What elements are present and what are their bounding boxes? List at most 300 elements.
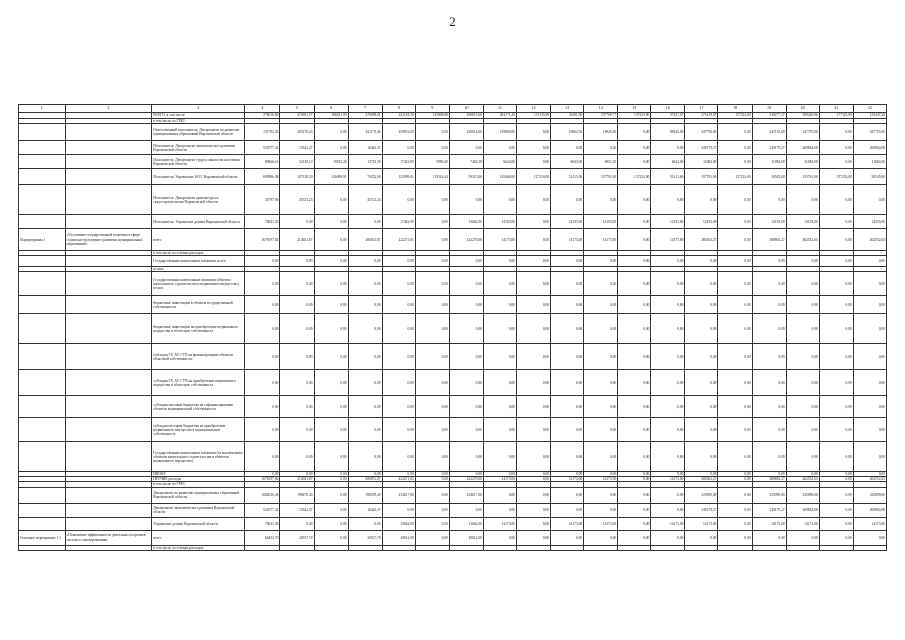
value-cell: 0,00 — [551, 141, 584, 155]
value-cell: 0,00 — [245, 370, 280, 396]
program-name-cell — [65, 442, 152, 472]
program-name-cell: «Улучшение государственной политики в сфере социально-культурного развития муниципальных образований» — [65, 229, 152, 251]
value-cell: 45721,23 — [348, 185, 382, 215]
value-cell: 290426,96 — [786, 113, 819, 119]
row-label-cell: в том числе по ГРБС: — [152, 482, 245, 487]
value-cell: 70631,30 — [245, 215, 280, 229]
value-cell: 0,00 — [382, 272, 415, 296]
value-cell: 325090,00 — [685, 487, 718, 503]
value-cell: 325090,00 — [752, 487, 786, 503]
value-cell: 0,00 — [618, 215, 651, 229]
program-cell — [19, 396, 66, 418]
value-cell: 14173,00 — [483, 517, 516, 530]
program-name-cell — [65, 314, 152, 344]
program-cell — [19, 487, 66, 503]
table-row — [19, 370, 887, 396]
value-cell: 15542,47 — [280, 141, 314, 155]
value-cell: 0,00 — [819, 370, 853, 396]
value-cell — [382, 545, 415, 550]
table-row — [19, 530, 887, 545]
value-cell: 14173,00 — [483, 477, 516, 482]
value-cell: 0,00 — [819, 530, 853, 545]
program-name-cell — [65, 545, 152, 550]
value-cell — [819, 545, 853, 550]
value-cell: 0,00 — [618, 396, 651, 418]
program-cell — [19, 370, 66, 396]
value-cell: 0,00 — [245, 296, 280, 314]
table-row — [19, 229, 887, 251]
value-cell: 0,00 — [449, 296, 483, 314]
value-cell: 0,00 — [853, 472, 886, 477]
value-cell: 0,00 — [718, 296, 752, 314]
value-cell: 0,00 — [853, 530, 886, 545]
value-cell: 259833,00 — [382, 124, 415, 141]
column-number-cell: 3 — [152, 105, 245, 113]
value-cell: 5980,40 — [415, 155, 449, 169]
row-label-cell: Исполнитель: Департамент архитектуры и градостроительства Воронежской области — [152, 185, 245, 215]
value-cell: 0,00 — [651, 487, 685, 503]
column-number-cell: 4 — [245, 105, 280, 113]
value-cell: 0,00 — [245, 472, 280, 477]
value-cell: 0,00 — [819, 314, 853, 344]
value-cell: 0,00 — [449, 141, 483, 155]
value-cell: 0,00 — [651, 314, 685, 344]
value-cell: 0,00 — [685, 296, 718, 314]
value-cell: 0,00 — [551, 314, 584, 344]
value-cell: 0,00 — [651, 418, 685, 442]
value-cell: 234617,00 — [449, 487, 483, 503]
column-number-cell: 6 — [314, 105, 348, 113]
value-cell: 0,00 — [685, 472, 718, 477]
column-number-cell: 17 — [685, 105, 718, 113]
value-cell: 0,00 — [483, 503, 516, 517]
value-cell: 0,00 — [245, 272, 280, 296]
value-cell: 19862,56 — [551, 124, 584, 141]
value-cell: 0,00 — [819, 141, 853, 155]
value-cell: 0,00 — [618, 185, 651, 215]
value-cell: 0,00 — [618, 124, 651, 141]
value-cell: 388863,27 — [752, 229, 786, 251]
value-cell — [651, 545, 685, 550]
value-cell: 119324,44 — [415, 169, 449, 185]
value-cell: 0,00 — [786, 296, 819, 314]
value-cell: 325090,00 — [853, 487, 886, 503]
value-cell: 155761,00 — [786, 169, 819, 185]
program-name-cell — [65, 185, 152, 215]
program-cell — [19, 442, 66, 472]
value-cell: 0,00 — [314, 370, 348, 396]
value-cell: 137233,00 — [718, 169, 752, 185]
value-cell: 127218,00 — [517, 169, 551, 185]
value-cell: 0,00 — [348, 215, 382, 229]
value-cell: 0,00 — [314, 256, 348, 267]
value-cell: 0,00 — [618, 477, 651, 482]
program-name-cell — [65, 272, 152, 296]
value-cell: 284171,40 — [483, 113, 516, 119]
program-cell — [19, 141, 66, 155]
value-cell: 0,00 — [348, 272, 382, 296]
value-cell: 222271,81 — [382, 477, 415, 482]
program-name-cell — [65, 141, 152, 155]
program-cell — [19, 344, 66, 370]
value-cell: 14173,00 — [551, 517, 584, 530]
value-cell: 0,00 — [618, 155, 651, 169]
row-label-cell: в том числе по статьям расходов: — [152, 251, 245, 256]
value-cell: 0,00 — [245, 314, 280, 344]
value-cell: 462552,63 — [853, 229, 886, 251]
value-cell: 51413,00 — [651, 169, 685, 185]
value-cell: 0,00 — [718, 370, 752, 396]
table-row — [19, 124, 887, 141]
column-number-cell: 13 — [551, 105, 584, 113]
value-cell: 0,00 — [517, 185, 551, 215]
value-cell: 0,00 — [651, 344, 685, 370]
value-cell: 0,00 — [449, 396, 483, 418]
value-cell: 0,00 — [551, 442, 584, 472]
value-cell: 249179,27 — [752, 503, 786, 517]
value-cell: 0,00 — [551, 296, 584, 314]
value-cell: 0,00 — [517, 344, 551, 370]
value-cell — [314, 545, 348, 550]
value-cell: 0,00 — [584, 370, 618, 396]
program-name-cell — [65, 370, 152, 396]
column-number-cell: 8 — [382, 105, 415, 113]
value-cell: 0,00 — [415, 215, 449, 229]
value-cell: 0,00 — [382, 296, 415, 314]
value-cell: 137233,00 — [618, 169, 651, 185]
value-cell: 15542,47 — [280, 503, 314, 517]
value-cell: 0,00 — [245, 396, 280, 418]
value-cell — [517, 545, 551, 550]
value-cell: 14193,00 — [651, 215, 685, 229]
value-cell: 19845,00 — [584, 124, 618, 141]
value-cell: 0,00 — [382, 418, 415, 442]
page-number: 2 — [449, 14, 456, 29]
value-cell — [551, 545, 584, 550]
table-row — [19, 545, 887, 550]
value-cell: 0,00 — [517, 503, 551, 517]
value-cell: 0,00 — [517, 442, 551, 472]
value-cell: 0,00 — [819, 256, 853, 267]
value-cell: 0,00 — [415, 314, 449, 344]
value-cell: 0,00 — [584, 314, 618, 344]
row-label-cell: субсидии ГУ, АУ, ГУП на финансирование объектов областной собственности — [152, 344, 245, 370]
program-cell — [19, 155, 66, 169]
value-cell: 0,00 — [551, 530, 584, 545]
value-cell: 0,00 — [718, 442, 752, 472]
column-number-cell: 18 — [718, 105, 752, 113]
value-cell: 0,00 — [718, 477, 752, 482]
value-cell: 0,00 — [415, 396, 449, 418]
value-cell: 0,00 — [718, 215, 752, 229]
value-cell: 0,00 — [786, 370, 819, 396]
value-cell: 0,00 — [651, 296, 685, 314]
value-cell: 0,00 — [280, 370, 314, 396]
value-cell: 14193,00 — [551, 215, 584, 229]
value-cell — [718, 545, 752, 550]
row-label-cell: Ответственный исполнитель: Департамент по развитию муниципальных образований Воронежской области — [152, 124, 245, 141]
value-cell: 0,00 — [483, 472, 516, 477]
value-cell: 410391,57 — [280, 113, 314, 119]
value-cell: 16442,47 — [348, 141, 382, 155]
row-label-cell: всего — [152, 530, 245, 545]
value-cell: 19915,20 — [314, 155, 348, 169]
value-cell: 0,00 — [314, 344, 348, 370]
value-cell: 0,00 — [786, 185, 819, 215]
value-cell: 14173,00 — [651, 229, 685, 251]
value-cell: 0,00 — [618, 256, 651, 267]
value-cell: 0,00 — [382, 396, 415, 418]
value-cell — [853, 545, 886, 550]
value-cell: 0,00 — [618, 296, 651, 314]
row-label-cell: Департамент экономического развития Воронежской области — [152, 503, 245, 517]
program-name-cell — [65, 155, 152, 169]
value-cell: 14193,00 — [853, 215, 886, 229]
row-label-cell: в том числе по ГРБС: — [152, 119, 245, 124]
value-cell: 0,00 — [314, 396, 348, 418]
program-name-cell — [65, 344, 152, 370]
value-cell: 0,00 — [449, 185, 483, 215]
value-cell: 0,00 — [853, 314, 886, 344]
value-cell: 0,00 — [314, 124, 348, 141]
value-cell: 0,00 — [449, 344, 483, 370]
row-label-cell: Государственные капитальные вложения (объекты капитального строительства и недвижимое имущество), из них: — [152, 272, 245, 296]
value-cell: 0,00 — [618, 229, 651, 251]
program-cell — [19, 314, 66, 344]
value-cell: 126099,91 — [314, 169, 348, 185]
value-cell: 0,00 — [618, 517, 651, 530]
row-label-cell: субсидии местным бюджетам на приобретение недвижимого имущества в муниципальную собственность — [152, 418, 245, 442]
program-cell — [19, 272, 66, 296]
value-cell: 0,00 — [314, 472, 348, 477]
column-number-cell: 1 — [19, 105, 66, 113]
value-cell — [685, 545, 718, 550]
value-cell: 0,00 — [517, 272, 551, 296]
value-cell: 11084,00 — [786, 155, 819, 169]
value-cell: 0,00 — [348, 396, 382, 418]
value-cell: 0,00 — [449, 370, 483, 396]
value-cell: 285363,27 — [685, 477, 718, 482]
value-cell: 0,00 — [517, 472, 551, 477]
value-cell: 0,00 — [718, 472, 752, 477]
value-cell: 0,00 — [415, 296, 449, 314]
value-cell: 0,00 — [517, 487, 551, 503]
value-cell: 0,00 — [584, 503, 618, 517]
value-cell: 0,00 — [415, 530, 449, 545]
value-cell: 0,00 — [314, 517, 348, 530]
value-cell: 131792,43 — [245, 124, 280, 141]
value-cell: 0,00 — [483, 256, 516, 267]
value-cell: 0,00 — [517, 370, 551, 396]
value-cell: 0,00 — [819, 487, 853, 503]
value-cell: 0,00 — [280, 418, 314, 442]
value-cell: 0,00 — [786, 256, 819, 267]
value-cell: 157224,00 — [718, 113, 752, 119]
program-name-cell — [65, 169, 152, 185]
value-cell: 0,00 — [618, 272, 651, 296]
value-cell: 0,00 — [752, 185, 786, 215]
value-cell: 0,00 — [786, 472, 819, 477]
column-number-cell: 12 — [517, 105, 551, 113]
value-cell: 0,00 — [314, 314, 348, 344]
column-number-cell: 9 — [415, 105, 449, 113]
value-cell: 0,00 — [819, 344, 853, 370]
value-cell: 0,00 — [245, 418, 280, 442]
value-cell: 0,00 — [382, 314, 415, 344]
value-cell: 13662,00 — [449, 517, 483, 530]
value-cell: 0,00 — [449, 472, 483, 477]
value-cell: 0,00 — [382, 442, 415, 472]
value-cell — [415, 545, 449, 550]
value-cell: 276616,80 — [245, 113, 280, 119]
value-cell — [752, 545, 786, 550]
value-cell: 0,00 — [483, 185, 516, 215]
value-cell: 0,00 — [449, 314, 483, 344]
value-cell: 0,00 — [415, 477, 449, 482]
value-cell: 0,00 — [584, 418, 618, 442]
value-cell: 0,00 — [618, 503, 651, 517]
program-name-cell — [65, 296, 152, 314]
value-cell: 0,00 — [415, 256, 449, 267]
value-cell: 0,00 — [853, 344, 886, 370]
value-cell: 97451,07 — [651, 113, 685, 119]
value-cell: 0,00 — [718, 185, 752, 215]
table-row — [19, 215, 887, 229]
value-cell: 0,00 — [483, 370, 516, 396]
value-cell: 0,00 — [348, 314, 382, 344]
value-cell: 0,00 — [853, 272, 886, 296]
value-cell: 0,00 — [685, 530, 718, 545]
value-cell: 0,00 — [584, 256, 618, 267]
value-cell: 0,00 — [314, 487, 348, 503]
value-cell: 14193,00 — [786, 215, 819, 229]
value-cell: 0,00 — [551, 396, 584, 418]
value-cell: 0,00 — [819, 477, 853, 482]
program-name-cell — [65, 487, 152, 503]
value-cell: 14173,00 — [584, 517, 618, 530]
value-cell: 0,00 — [718, 396, 752, 418]
value-cell: 0,00 — [685, 272, 718, 296]
value-cell — [618, 545, 651, 550]
value-cell: 0,00 — [449, 272, 483, 296]
value-cell: 14165,00 — [483, 215, 516, 229]
program-name-cell — [65, 418, 152, 442]
value-cell: 296813,00 — [449, 113, 483, 119]
value-cell: 0,00 — [551, 185, 584, 215]
table-row — [19, 272, 887, 296]
value-cell: 13723,50 — [348, 155, 382, 169]
value-cell: 70631,30 — [245, 517, 280, 530]
value-cell: 1082036,46 — [245, 487, 280, 503]
value-cell: 347755,00 — [786, 124, 819, 141]
value-cell: 0,00 — [819, 185, 853, 215]
table-row — [19, 344, 887, 370]
value-cell: 0,00 — [314, 215, 348, 229]
value-cell: 157791,00 — [584, 169, 618, 185]
value-cell: 0,00 — [752, 256, 786, 267]
column-number-cell: 10 — [449, 105, 483, 113]
value-cell: 0,00 — [314, 229, 348, 251]
value-cell: 0,00 — [483, 141, 516, 155]
value-cell: 0,00 — [618, 141, 651, 155]
column-number-cell: 19 — [752, 105, 786, 113]
value-cell: 0,00 — [618, 442, 651, 472]
value-cell: 0,00 — [718, 124, 752, 141]
value-cell: 0,00 — [551, 418, 584, 442]
value-cell: 0,00 — [517, 141, 551, 155]
value-cell: 388863,27 — [752, 477, 786, 482]
value-cell: 0,00 — [618, 370, 651, 396]
value-cell: 0,00 — [752, 396, 786, 418]
value-cell — [245, 545, 280, 550]
value-cell: 249179,27 — [752, 141, 786, 155]
value-cell: 0,00 — [382, 344, 415, 370]
value-cell: 45797,96 — [245, 185, 280, 215]
value-cell: 0,00 — [651, 256, 685, 267]
program-name-cell — [65, 124, 152, 141]
value-cell: 0,00 — [718, 418, 752, 442]
value-cell: 0,00 — [449, 442, 483, 472]
value-cell: 20917,70 — [348, 530, 382, 545]
value-cell: 1678197,82 — [245, 229, 280, 251]
value-cell: 14193,00 — [752, 215, 786, 229]
value-cell: 0,00 — [449, 503, 483, 517]
value-cell: 0,00 — [584, 487, 618, 503]
value-cell: 0,00 — [483, 272, 516, 296]
program-name-cell — [65, 256, 152, 267]
value-cell: 0,00 — [685, 418, 718, 442]
value-cell: 0,00 — [685, 442, 718, 472]
value-cell: 318277,37 — [752, 113, 786, 119]
column-number-cell: 11 — [483, 105, 516, 113]
value-cell: 222271,81 — [382, 229, 415, 251]
value-cell: 0,00 — [618, 530, 651, 545]
value-cell: 20917,70 — [280, 530, 314, 545]
value-cell: 0,00 — [752, 442, 786, 472]
value-cell: 525577,42 — [245, 503, 280, 517]
value-cell: 0,00 — [517, 155, 551, 169]
value-cell: 14173,00 — [786, 517, 819, 530]
value-cell: 0,00 — [618, 344, 651, 370]
table-row — [19, 314, 887, 344]
value-cell — [449, 545, 483, 550]
row-label-cell: ВСЕГО, в том числе: — [152, 113, 245, 119]
program-name-cell — [65, 517, 152, 530]
value-cell: 221179,46 — [348, 124, 382, 141]
column-number-cell: 22 — [853, 105, 886, 113]
value-cell: 198478,40 — [280, 487, 314, 503]
value-cell: 269864,08 — [786, 503, 819, 517]
value-cell: 0,00 — [584, 396, 618, 418]
value-cell: 0,00 — [280, 215, 314, 229]
value-cell — [786, 545, 819, 550]
row-label-cell: Государственные капитальные вложения (за исключением объектов капитального строительства и объектов недвижимого имущества) — [152, 442, 245, 472]
value-cell: 89666,16 — [245, 155, 280, 169]
value-cell: 0,00 — [483, 396, 516, 418]
value-cell: 0,00 — [584, 296, 618, 314]
value-cell: 347135,00 — [752, 124, 786, 141]
row-label-cell: Исполнитель: Управление делами Воронежской области — [152, 215, 245, 229]
row-label-cell: в том числе по статьям расходов: — [152, 545, 245, 550]
value-cell: 0,00 — [280, 272, 314, 296]
value-cell: 0,00 — [651, 442, 685, 472]
value-cell: 0,00 — [819, 296, 853, 314]
value-cell: 0,00 — [853, 296, 886, 314]
value-cell: 0,00 — [718, 272, 752, 296]
value-cell: 0,00 — [483, 442, 516, 472]
value-cell: 14193,00 — [584, 215, 618, 229]
value-cell: 269864,08 — [853, 141, 886, 155]
